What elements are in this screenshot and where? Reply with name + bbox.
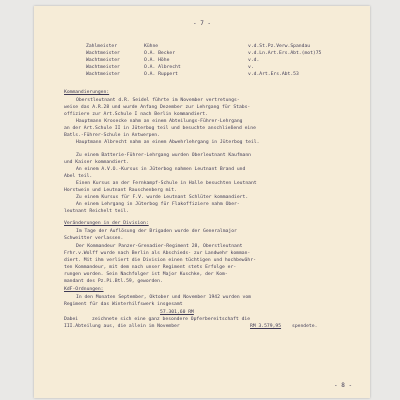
roster-rank: Wachtmeister [86,65,120,70]
body-line: und Kaiser kommandiert. [64,160,129,165]
body-line-prefix: Dabei [64,317,79,322]
roster-unit: v.d.Ln.Art.Ers.Abt.(mot)75 [248,51,322,56]
roster-unit: v.d.Art.Ers.Abt.53 [248,72,299,77]
abteilung-donation: RM 3.579,95 [250,324,282,329]
body-line: diert. Mit ihm verliert die Division einen tüchtigen und hochbewähr- [64,258,256,263]
body-line: Horstwein und Leutnant Rauschenberg mit. [64,188,177,193]
body-line: weise das A.R.28 und wurde Anfang Dezember zur Lehrgang für Stabs- [64,105,251,110]
roster-rank: Zahlmeister [86,44,118,49]
body-line: offiziere zur Art.Schule I nach Berlin kommandiert. [64,112,208,117]
body-line: Hauptmann Albrecht nahm an einem Abwehrlehrgang in Jüterbog teil. [76,140,260,145]
body-line: spendete. [292,324,318,329]
roster-unit: v.d.St.Pz.Verw.Spandau [248,44,311,49]
body-line: Einen Kursus an der Fernkampf-Schule in Halle besuchten Leutnant [76,181,257,186]
section-heading-ehrungen: KdF-Ordnungen: [64,287,104,292]
page-number: - 7 - [192,20,212,27]
section-heading-kommandierungen: Kommandierungen: [64,90,110,95]
body-line: leutnant Reichelt teil. [64,209,129,214]
body-line: an der Art.Schule II in Jüterbog teil und besuchte anschließend eine [64,126,256,131]
roster-unit: v. [248,65,254,70]
roster-rank: Wachtmeister [86,58,120,63]
donation-total: 57.301,60 RM [160,310,194,315]
body-line: In den Monaten September, Oktober und November 1942 wurden vom [76,295,251,300]
body-line: rungen worden. Sein Nachfolger ist Major Kuschke, der Kom- [64,272,228,277]
body-line: Batls.-Führer-Schule in Antwerpen. [64,133,160,138]
body-line: Oberstleutnant d.R. Seidel führte im November vertretungs- [76,98,240,103]
next-page-marker: - 8 - [334,382,353,389]
body-line: mandant des Pz.Pi.Btl.59, geworden. [64,279,163,284]
body-line: Frhr.v.Wolff wurde nach Berlin als Abschieds- zur Landwehr komman- [64,251,251,256]
body-line: Im Tage der Auflösung der Brigaden wurde der Generalmajor [76,229,237,234]
roster-name: Kühne [144,44,159,49]
body-line: III.Abteilung aus, die allein im November [64,324,180,329]
section-heading-veraenderungen: Veränderungen in der Division: [64,221,149,226]
body-line: Hauptmann Krosecke nahm an einem Abteilungs-Führer-Lehrgang [76,119,243,124]
body-line: Regiment für das Winterhilfswerk insgesamt [64,302,183,307]
document-page [34,6,370,398]
body-line: Zu einem Batterie-Führer-Lehrgang wurden Oberleutnant Kaufmann [76,153,251,158]
roster-name: O.A. Höhe [144,58,170,63]
roster-name: O.A. Becker [144,51,176,56]
body-line: ten Kommandeur, mit dem nach unser Regiment stets Erfolge er- [64,265,237,270]
body-line: Schweitter verlassen. [64,236,124,241]
body-line: zeichnete sich eine ganz besondere Opferbereitschaft die [92,317,251,322]
body-line: Zu einem Kursus für F.V. wurde Leutnant Schlüter kommandiert. [76,195,249,200]
body-line: An einem A.V.O.-Kursus in Jüterbog nahmen Leutnant Brand und [76,167,246,172]
roster-rank: Wachtmeister [86,72,120,77]
body-line: Der Kommandeur Panzer-Grenadier-Regiment 28, Oberstleutnant [76,244,243,249]
roster-unit: v.d. [248,58,260,63]
roster-name: O.A. Ruppert [144,72,178,77]
roster-name: O.A. Albrecht [144,65,181,70]
roster-rank: Wachtmeister [86,51,120,56]
body-line: An einem Lehrgang in Jüterbog für Flakoffiziere nahm Ober- [76,202,240,207]
body-line: Abel teil. [64,174,93,179]
